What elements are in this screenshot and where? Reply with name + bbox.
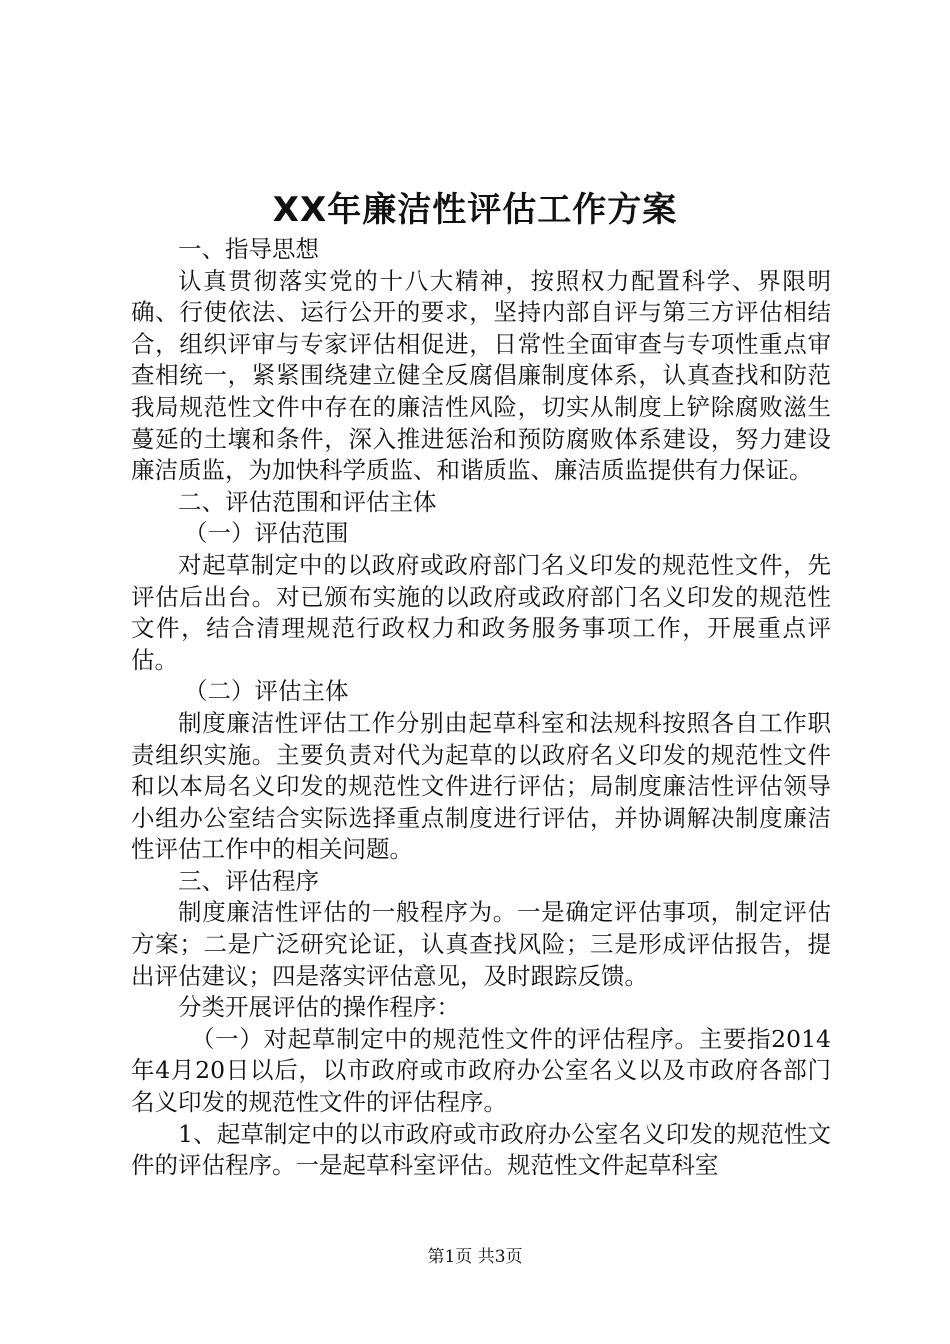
paragraph-scope: 对起草制定中的以政府或政府部门名义印发的规范性文件，先评估后出台。对已颁布实施的以政府或政府部门名义印发的规范性文件，结合清理规范行政权力和政务服务事项工作，开展重点评估。 bbox=[131, 550, 831, 674]
document-title: XX年廉洁性评估工作方案 bbox=[272, 190, 678, 230]
section-heading-3: 三、评估程序 bbox=[178, 866, 319, 895]
paragraph-general-procedure: 制度廉洁性评估的一般程序为。一是确定评估事项，制定评估方案；二是广泛研究论证，认真查找风险；三是形成评估报告，提出评估建议；四是落实评估意见，及时跟踪反馈。 bbox=[131, 898, 831, 990]
paragraph-item-1: 1、起草制定中的以市政府或市政府办公室名义印发的规范性文件的评估程序。一是起草科室评估。规范性文件起草科室 bbox=[131, 1119, 831, 1180]
paragraph-guiding-thought: 认真贯彻落实党的十八大精神，按照权力配置科学、界限明确、行使依法、运行公开的要求，坚持内部自评与第三方评估相结合，组织评审与专家评估相促进，日常性全面审查与专项性重点审查相统一，紧紧围绕建立健全反腐倡廉制度体系，认真查找和防范我局规范性文件中存在的廉洁性风险，切实从制度上铲除腐败滋生蔓延的土壤和条件，深入推进惩治和预防腐败体系建设，努力建设廉洁质监，为加快科学质监、和谐质监、廉洁质监提供有力保证。 bbox=[131, 266, 831, 485]
paragraph-subject: 制度廉洁性评估工作分别由起草科室和法规科按照各自工作职责组织实施。主要负责对代为起草的以政府名义印发的规范性文件和以本局名义印发的规范性文件进行评估；局制度廉洁性评估领导小组办公室结合实际选择重点制度进行评估，并协调解决制度廉洁性评估工作中的相关问题。 bbox=[131, 708, 831, 864]
paragraph-drafting-procedure: （一）对起草制定中的规范性文件的评估程序。主要指2014年4月20日以后，以市政府或市政府办公室名义以及市政府各部门名义印发的规范性文件的评估程序。 bbox=[131, 1024, 831, 1117]
paragraph-category-intro: 分类开展评估的操作程序： bbox=[178, 993, 460, 1022]
section-heading-1: 一、指导思想 bbox=[178, 235, 319, 263]
section-heading-2: 二、评估范围和评估主体 bbox=[178, 487, 437, 516]
subsection-heading-scope: （一）评估范围 bbox=[184, 519, 349, 548]
subsection-heading-subject: （二）评估主体 bbox=[184, 677, 349, 706]
page-footer: 第1页 共3页 bbox=[427, 1247, 523, 1267]
document-body bbox=[131, 234, 831, 1182]
